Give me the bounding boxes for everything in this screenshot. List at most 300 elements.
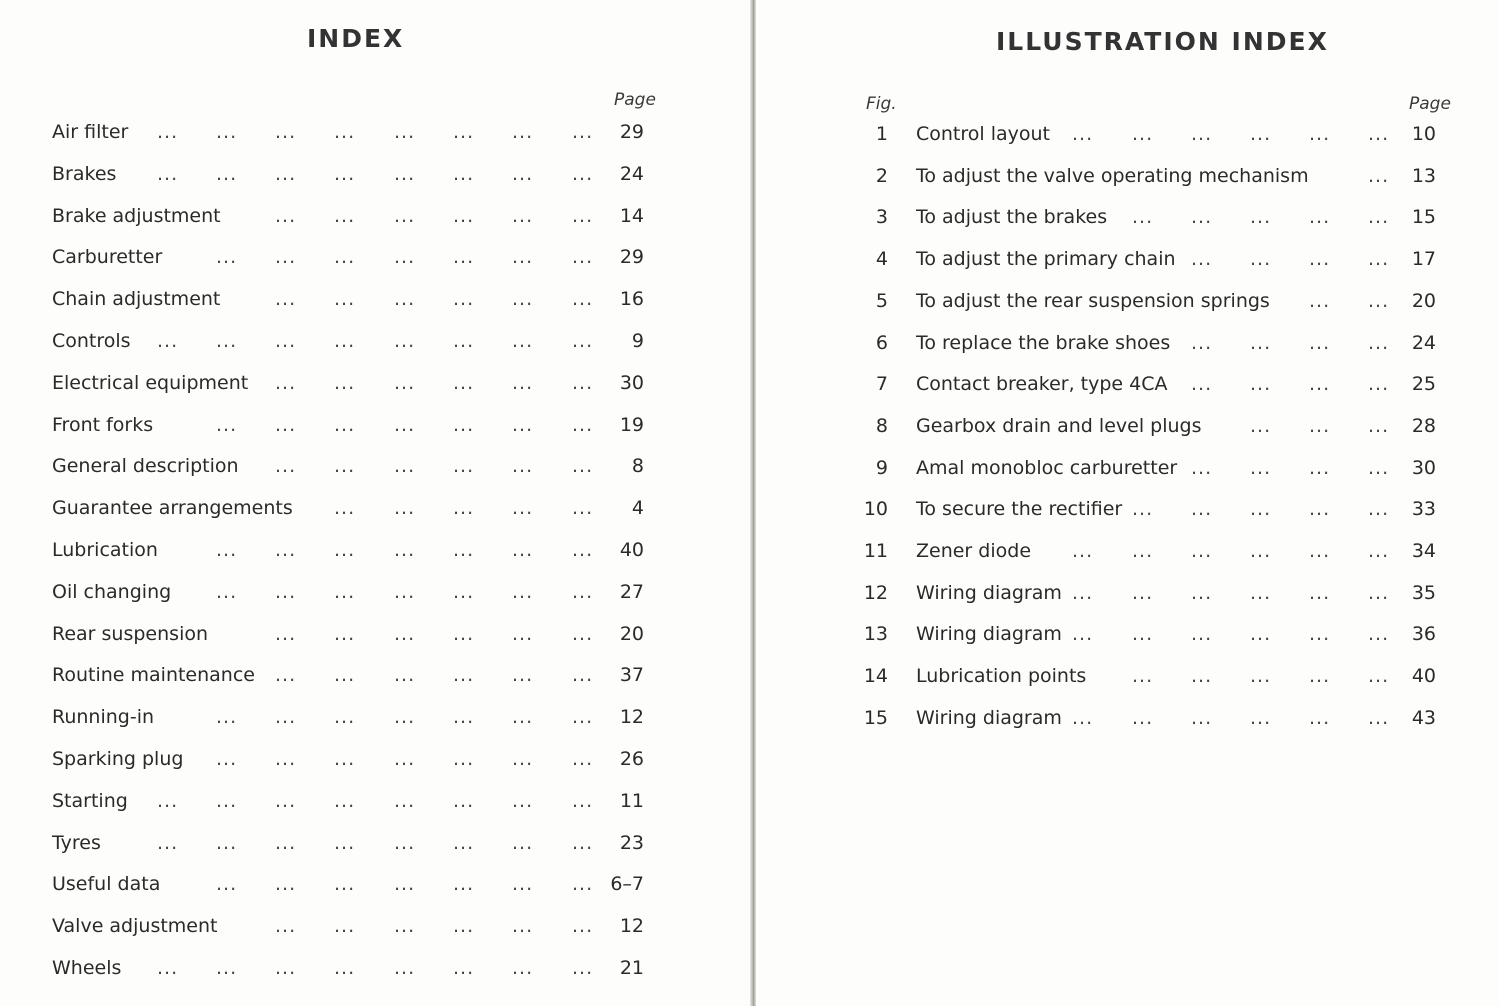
index-entry-label: Oil changing — [52, 580, 172, 603]
illustration-entry-label: Lubrication points — [916, 665, 1087, 688]
leader-dot-group: ... — [334, 288, 356, 311]
leader-dot-group: ... — [453, 789, 475, 812]
leader-dot-group: ... — [216, 413, 238, 436]
illustration-entry-fig-number: 12 — [863, 581, 888, 604]
illustration-entry — [756, 202, 1499, 232]
index-entry-label: Wheels — [52, 957, 122, 979]
index-entry-label: Useful data — [52, 873, 161, 896]
leader-dot-group: ... — [512, 246, 534, 269]
illustration-entry — [756, 244, 1499, 274]
leader-dot-group: ... — [1368, 414, 1390, 437]
index-entry-label: Electrical equipment — [52, 371, 249, 394]
leader-dot-group: ... — [512, 622, 534, 645]
leader-dot-group: ... — [1191, 248, 1213, 271]
illustration-entry-fig-number: 5 — [875, 289, 888, 312]
index-entry — [0, 284, 752, 314]
leader-dot-group: ... — [1309, 248, 1331, 271]
leader-dot-group: ... — [394, 497, 416, 520]
illustration-entry-page: 24 — [1411, 331, 1436, 354]
leader-dot-group: ... — [216, 789, 238, 812]
leader-dot-group: ... — [275, 413, 297, 436]
leader-dot-group: ... — [1250, 665, 1272, 688]
leader-dot-group: ... — [1191, 206, 1213, 229]
leader-dot-group: ... — [334, 957, 356, 979]
leader-dot-group: ... — [157, 831, 179, 854]
index-entry-page: 23 — [619, 831, 644, 854]
leader-dot-group: ... — [453, 330, 475, 352]
leader-dot-group: ... — [394, 288, 416, 311]
index-entry-label: Starting — [52, 789, 128, 812]
illustration-fig-column-header: Fig. — [866, 94, 897, 114]
leader-dot-group: ... — [512, 706, 534, 729]
index-entry — [0, 744, 752, 774]
leader-dot-group: ... — [512, 204, 534, 227]
illustration-entry-page: 13 — [1411, 164, 1436, 187]
leader-dot-group: ... — [1368, 706, 1390, 729]
index-entry-label: Guarantee arrangements — [52, 497, 293, 520]
illustration-entry-fig-number: 6 — [875, 331, 888, 354]
leader-dot-group: ... — [334, 622, 356, 645]
index-entry-page: 6–7 — [610, 873, 644, 896]
leader-dot-group: ... — [334, 539, 356, 561]
leader-dot-group: ... — [334, 246, 356, 269]
leader-dot-group: ... — [157, 121, 179, 143]
leader-dot-group: ... — [512, 539, 534, 561]
leader-dot-group: ... — [1250, 498, 1272, 521]
index-entry — [0, 828, 752, 858]
leader-dot-group: ... — [394, 121, 416, 143]
leader-dot-group: ... — [334, 497, 356, 520]
index-entry — [0, 410, 752, 440]
illustration-entry-label: Amal monobloc carburetter — [916, 456, 1178, 479]
leader-dot-group: ... — [1368, 248, 1390, 271]
leader-dot-group: ... — [275, 162, 297, 185]
leader-dot-group: ... — [394, 622, 416, 645]
illustration-entry-fig-number: 3 — [875, 206, 888, 229]
illustration-entry-page: 15 — [1411, 206, 1436, 229]
leader-dot-group: ... — [453, 915, 475, 938]
leader-dot-group: ... — [453, 413, 475, 436]
leader-dot-group: ... — [453, 455, 475, 478]
leader-dot-group: ... — [512, 789, 534, 812]
illustration-index-title: ILLUSTRATION INDEX — [996, 27, 1329, 56]
leader-dot-group: ... — [394, 162, 416, 185]
leader-dot-group: ... — [275, 831, 297, 854]
leader-dot-group: ... — [572, 622, 594, 645]
leader-dot-group: ... — [394, 371, 416, 394]
illustration-entry-page: 34 — [1411, 540, 1436, 562]
leader-dot-group: ... — [512, 455, 534, 478]
leader-dot-group: ... — [512, 748, 534, 770]
leader-dot-group: ... — [275, 204, 297, 227]
index-entry-label: Carburetter — [52, 246, 163, 269]
illustration-entry — [756, 453, 1499, 483]
leader-dot-group: ... — [572, 789, 594, 812]
illustration-entry-fig-number: 14 — [863, 665, 888, 688]
illustration-entry-fig-number: 9 — [875, 456, 888, 479]
leader-dot-group: ... — [1309, 206, 1331, 229]
leader-dot-group: ... — [512, 957, 534, 979]
leader-dot-group: ... — [512, 497, 534, 520]
index-entry-page: 30 — [619, 371, 644, 394]
leader-dot-group: ... — [1309, 623, 1331, 646]
leader-dot-group: ... — [453, 664, 475, 687]
illustration-entry-label: To adjust the rear suspension springs — [916, 289, 1270, 312]
illustration-entry-label: Contact breaker, type 4CA — [916, 373, 1168, 396]
leader-dot-group: ... — [453, 539, 475, 561]
index-entry-page: 20 — [619, 622, 644, 645]
leader-dot-group: ... — [453, 622, 475, 645]
illustration-entry-page: 36 — [1411, 623, 1436, 646]
leader-dot-group: ... — [512, 121, 534, 143]
index-entry-page: 24 — [619, 162, 644, 185]
leader-dot-group: ... — [157, 162, 179, 185]
leader-dot-group: ... — [572, 664, 594, 687]
leader-dot-group: ... — [1250, 540, 1272, 562]
leader-dot-group: ... — [453, 957, 475, 979]
leader-dot-group: ... — [1250, 706, 1272, 729]
index-entry — [0, 911, 752, 941]
leader-dot-group: ... — [275, 246, 297, 269]
index-entry-page: 21 — [619, 957, 644, 979]
leader-dot-group: ... — [216, 580, 238, 603]
index-entry-label: Rear suspension — [52, 622, 209, 645]
index-entry — [0, 535, 752, 565]
illustration-entry-page: 43 — [1411, 706, 1436, 729]
illustration-entry — [756, 161, 1499, 191]
leader-dot-group: ... — [453, 162, 475, 185]
index-entry-label: Valve adjustment — [52, 915, 218, 938]
illustration-entry-fig-number: 8 — [875, 414, 888, 437]
leader-dot-group: ... — [394, 706, 416, 729]
illustration-entry-page: 30 — [1411, 456, 1436, 479]
index-entry-page: 8 — [631, 455, 644, 478]
illustration-entry-fig-number: 11 — [863, 540, 888, 562]
leader-dot-group: ... — [1072, 540, 1094, 562]
leader-dot-group: ... — [1132, 581, 1154, 604]
illustration-entry — [756, 619, 1499, 649]
leader-dot-group: ... — [216, 831, 238, 854]
leader-dot-group: ... — [216, 957, 238, 979]
leader-dot-group: ... — [1250, 248, 1272, 271]
illustration-entry-label: Wiring diagram — [916, 581, 1062, 604]
index-entry-page: 40 — [619, 539, 644, 561]
index-entry-page: 11 — [619, 789, 644, 812]
illustration-entry — [756, 703, 1499, 733]
leader-dot-group: ... — [1191, 123, 1213, 145]
leader-dot-group: ... — [572, 748, 594, 770]
leader-dot-group: ... — [453, 831, 475, 854]
illustration-entry-label: To replace the brake shoes — [916, 331, 1171, 354]
leader-dot-group: ... — [512, 330, 534, 352]
leader-dot-group: ... — [334, 831, 356, 854]
index-entry-page: 29 — [619, 246, 644, 269]
leader-dot-group: ... — [453, 288, 475, 311]
index-entry-label: Running-in — [52, 706, 155, 729]
leader-dot-group: ... — [1309, 123, 1331, 145]
leader-dot-group: ... — [1368, 665, 1390, 688]
leader-dot-group: ... — [572, 873, 594, 896]
leader-dot-group: ... — [394, 831, 416, 854]
leader-dot-group: ... — [1191, 623, 1213, 646]
index-entry-label: Brake adjustment — [52, 204, 221, 227]
leader-dot-group: ... — [275, 957, 297, 979]
index-entry-page: 12 — [619, 915, 644, 938]
index-entry — [0, 660, 752, 690]
index-entry — [0, 242, 752, 272]
leader-dot-group: ... — [512, 580, 534, 603]
leader-dot-group: ... — [572, 455, 594, 478]
index-entry — [0, 326, 752, 356]
leader-dot-group: ... — [453, 371, 475, 394]
leader-dot-group: ... — [394, 873, 416, 896]
leader-dot-group: ... — [1368, 331, 1390, 354]
leader-dot-group: ... — [1250, 414, 1272, 437]
leader-dot-group: ... — [1309, 331, 1331, 354]
leader-dot-group: ... — [1132, 206, 1154, 229]
leader-dot-group: ... — [157, 330, 179, 352]
leader-dot-group: ... — [1368, 373, 1390, 396]
illustration-entry — [756, 328, 1499, 358]
leader-dot-group: ... — [572, 121, 594, 143]
leader-dot-group: ... — [216, 330, 238, 352]
leader-dot-group: ... — [512, 288, 534, 311]
index-entry-label: General description — [52, 455, 239, 478]
illustration-entry-fig-number: 13 — [863, 623, 888, 646]
index-entry-page: 16 — [619, 288, 644, 311]
leader-dot-group: ... — [512, 915, 534, 938]
leader-dot-group: ... — [275, 748, 297, 770]
index-entry-label: Brakes — [52, 162, 117, 185]
leader-dot-group: ... — [275, 455, 297, 478]
leader-dot-group: ... — [334, 915, 356, 938]
leader-dot-group: ... — [334, 664, 356, 687]
illustration-entry-label: Wiring diagram — [916, 623, 1062, 646]
leader-dot-group: ... — [394, 748, 416, 770]
leader-dot-group: ... — [394, 330, 416, 352]
leader-dot-group: ... — [275, 706, 297, 729]
leader-dot-group: ... — [394, 413, 416, 436]
index-entry — [0, 786, 752, 816]
illustration-entry — [756, 661, 1499, 691]
index-page-column-header: Page — [614, 90, 656, 110]
index-entry-page: 27 — [619, 580, 644, 603]
index-entry — [0, 493, 752, 523]
leader-dot-group: ... — [334, 121, 356, 143]
leader-dot-group: ... — [394, 957, 416, 979]
illustration-entry-page: 33 — [1411, 498, 1436, 521]
illustration-entry-fig-number: 10 — [863, 498, 888, 521]
leader-dot-group: ... — [453, 873, 475, 896]
leader-dot-group: ... — [1309, 414, 1331, 437]
leader-dot-group: ... — [216, 246, 238, 269]
leader-dot-group: ... — [453, 580, 475, 603]
leader-dot-group: ... — [275, 330, 297, 352]
index-entry — [0, 117, 752, 147]
leader-dot-group: ... — [334, 455, 356, 478]
index-entry — [0, 368, 752, 398]
illustration-entry-fig-number: 15 — [863, 706, 888, 729]
leader-dot-group: ... — [1072, 123, 1094, 145]
leader-dot-group: ... — [572, 831, 594, 854]
leader-dot-group: ... — [453, 748, 475, 770]
leader-dot-group: ... — [1250, 206, 1272, 229]
leader-dot-group: ... — [1191, 540, 1213, 562]
leader-dot-group: ... — [216, 539, 238, 561]
illustration-entry — [756, 119, 1499, 149]
leader-dot-group: ... — [1132, 540, 1154, 562]
leader-dot-group: ... — [275, 622, 297, 645]
illustration-entry-label: Zener diode — [916, 540, 1032, 562]
leader-dot-group: ... — [512, 413, 534, 436]
leader-dot-group: ... — [1072, 706, 1094, 729]
illustration-entry-page: 17 — [1411, 248, 1436, 271]
leader-dot-group: ... — [334, 873, 356, 896]
leader-dot-group: ... — [512, 371, 534, 394]
leader-dot-group: ... — [216, 748, 238, 770]
leader-dot-group: ... — [512, 162, 534, 185]
leader-dot-group: ... — [275, 539, 297, 561]
leader-dot-group: ... — [157, 957, 179, 979]
leader-dot-group: ... — [1250, 123, 1272, 145]
leader-dot-group: ... — [275, 371, 297, 394]
illustration-entry-page: 10 — [1411, 123, 1436, 145]
illustration-entry-page: 40 — [1411, 665, 1436, 688]
leader-dot-group: ... — [1072, 623, 1094, 646]
index-entry-label: Air filter — [52, 121, 129, 143]
leader-dot-group: ... — [1191, 373, 1213, 396]
leader-dot-group: ... — [394, 539, 416, 561]
illustration-entry — [756, 411, 1499, 441]
leader-dot-group: ... — [1368, 123, 1390, 145]
leader-dot-group: ... — [572, 539, 594, 561]
illustration-page-column-header: Page — [1409, 94, 1451, 114]
leader-dot-group: ... — [572, 957, 594, 979]
leader-dot-group: ... — [1132, 123, 1154, 145]
leader-dot-group: ... — [216, 873, 238, 896]
leader-dot-group: ... — [1072, 581, 1094, 604]
leader-dot-group: ... — [334, 204, 356, 227]
leader-dot-group: ... — [216, 121, 238, 143]
leader-dot-group: ... — [453, 121, 475, 143]
index-entry-label: Front forks — [52, 413, 154, 436]
index-entry-page: 12 — [619, 706, 644, 729]
leader-dot-group: ... — [275, 789, 297, 812]
index-entry-page: 4 — [631, 497, 644, 520]
leader-dot-group: ... — [1132, 665, 1154, 688]
leader-dot-group: ... — [512, 831, 534, 854]
leader-dot-group: ... — [394, 580, 416, 603]
leader-dot-group: ... — [275, 580, 297, 603]
leader-dot-group: ... — [1250, 331, 1272, 354]
illustration-entry-label: Wiring diagram — [916, 706, 1062, 729]
leader-dot-group: ... — [1309, 581, 1331, 604]
leader-dot-group: ... — [216, 706, 238, 729]
index-entry-page: 26 — [619, 748, 644, 770]
illustration-entry — [756, 536, 1499, 566]
leader-dot-group: ... — [1132, 623, 1154, 646]
index-entry-page: 37 — [619, 664, 644, 687]
leader-dot-group: ... — [334, 330, 356, 352]
leader-dot-group: ... — [453, 204, 475, 227]
leader-dot-group: ... — [572, 580, 594, 603]
leader-dot-group: ... — [334, 580, 356, 603]
leader-dot-group: ... — [1368, 206, 1390, 229]
leader-dot-group: ... — [1368, 456, 1390, 479]
leader-dot-group: ... — [572, 915, 594, 938]
leader-dot-group: ... — [1368, 623, 1390, 646]
index-entry — [0, 619, 752, 649]
leader-dot-group: ... — [1191, 706, 1213, 729]
index-entry-page: 19 — [619, 413, 644, 436]
leader-dot-group: ... — [1309, 540, 1331, 562]
index-entry-label: Routine maintenance — [52, 664, 255, 687]
leader-dot-group: ... — [1309, 289, 1331, 312]
leader-dot-group: ... — [572, 162, 594, 185]
illustration-entry — [756, 494, 1499, 524]
index-entry-label: Chain adjustment — [52, 288, 221, 311]
index-entry-page: 9 — [631, 330, 644, 352]
leader-dot-group: ... — [572, 330, 594, 352]
illustration-entry-page: 20 — [1411, 289, 1436, 312]
leader-dot-group: ... — [1368, 498, 1390, 521]
leader-dot-group: ... — [572, 413, 594, 436]
leader-dot-group: ... — [1309, 665, 1331, 688]
index-entry — [0, 953, 752, 983]
leader-dot-group: ... — [453, 497, 475, 520]
leader-dot-group: ... — [1132, 706, 1154, 729]
leader-dot-group: ... — [1191, 498, 1213, 521]
illustration-entry — [756, 286, 1499, 316]
leader-dot-group: ... — [394, 455, 416, 478]
leader-dot-group: ... — [216, 162, 238, 185]
leader-dot-group: ... — [1309, 498, 1331, 521]
index-entry — [0, 869, 752, 899]
index-entry — [0, 451, 752, 481]
leader-dot-group: ... — [1191, 581, 1213, 604]
index-entry-label: Sparking plug — [52, 748, 184, 770]
leader-dot-group: ... — [572, 371, 594, 394]
leader-dot-group: ... — [572, 288, 594, 311]
leader-dot-group: ... — [1368, 289, 1390, 312]
leader-dot-group: ... — [572, 497, 594, 520]
leader-dot-group: ... — [334, 706, 356, 729]
leader-dot-group: ... — [334, 162, 356, 185]
illustration-entry-page: 25 — [1411, 373, 1436, 396]
leader-dot-group: ... — [394, 204, 416, 227]
index-entry-label: Tyres — [52, 831, 101, 854]
leader-dot-group: ... — [1368, 540, 1390, 562]
leader-dot-group: ... — [1309, 456, 1331, 479]
leader-dot-group: ... — [572, 204, 594, 227]
leader-dot-group: ... — [275, 915, 297, 938]
leader-dot-group: ... — [334, 371, 356, 394]
leader-dot-group: ... — [394, 915, 416, 938]
index-entry — [0, 201, 752, 231]
index-entry-page: 29 — [619, 121, 644, 143]
leader-dot-group: ... — [1191, 456, 1213, 479]
index-entry-label: Controls — [52, 330, 131, 352]
leader-dot-group: ... — [1250, 623, 1272, 646]
illustration-entry-page: 35 — [1411, 581, 1436, 604]
leader-dot-group: ... — [275, 121, 297, 143]
leader-dot-group: ... — [1250, 456, 1272, 479]
index-entry — [0, 577, 752, 607]
leader-dot-group: ... — [334, 748, 356, 770]
illustration-entry-label: Gearbox drain and level plugs — [916, 414, 1202, 437]
leader-dot-group: ... — [512, 873, 534, 896]
leader-dot-group: ... — [1368, 164, 1390, 187]
